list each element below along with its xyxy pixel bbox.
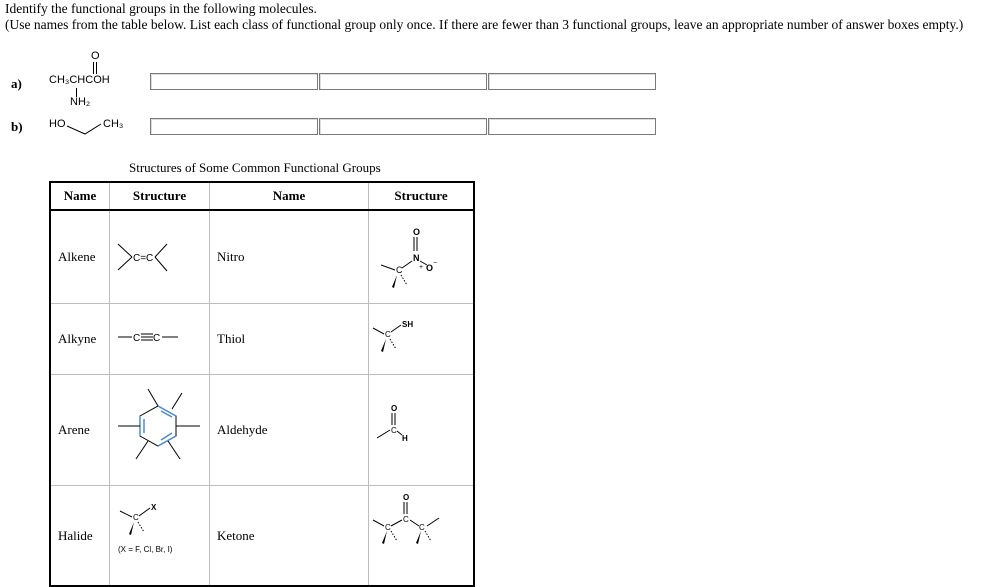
halide-c: C <box>133 513 139 522</box>
thiol-name: Thiol <box>210 304 369 375</box>
aldehyde-o: O <box>391 404 398 413</box>
nitro-plus: + <box>419 264 424 271</box>
halide-x: X <box>151 503 157 512</box>
question-b-label: b) <box>11 119 23 134</box>
arene-structure <box>110 375 210 486</box>
table-row <box>50 304 474 375</box>
table-row <box>50 486 474 587</box>
nitro-c: C <box>396 265 403 275</box>
thiol-sh: SH <box>402 320 414 329</box>
header-name-2: Name <box>210 182 369 210</box>
thiol-structure <box>369 304 475 375</box>
aldehyde-name: Aldehyde <box>210 375 369 486</box>
double-bond-mark <box>93 62 97 74</box>
molecule-a-amine: NH₂ <box>70 96 91 108</box>
ketone-c-right: C <box>419 523 425 532</box>
thiol-c: C <box>385 330 391 339</box>
molecule-b-bond <box>65 118 105 136</box>
answer-b-3[interactable] <box>488 118 656 135</box>
aldehyde-structure <box>369 375 475 486</box>
alkyne-c2: C <box>153 333 161 344</box>
ketone-c: C <box>403 515 409 524</box>
answer-b-2[interactable] <box>319 118 487 135</box>
table-row <box>50 375 474 486</box>
molecule-a-oxygen: O <box>91 50 100 62</box>
halide-name: Halide <box>50 486 110 587</box>
molecule-b-hydroxyl: HO <box>49 118 66 130</box>
molecule-a-main: CH₃CHCOH <box>49 74 110 86</box>
instruction-line-1: Identify the functional groups in the following molecules. <box>5 1 317 16</box>
nitro-o2: O <box>426 263 434 273</box>
halide-structure <box>110 486 210 587</box>
alkyne-c1: C <box>133 333 141 344</box>
alkene-structure <box>110 210 210 304</box>
nitro-structure <box>369 210 475 304</box>
question-a-label: a) <box>11 76 22 91</box>
answer-a-1[interactable] <box>150 73 318 90</box>
answer-a-2[interactable] <box>319 73 487 90</box>
ketone-name: Ketone <box>210 486 369 587</box>
answer-a-3[interactable] <box>488 73 656 90</box>
halide-note: (X = F, Cl, Br, I) <box>118 545 173 554</box>
arene-name: Arene <box>50 375 110 486</box>
ketone-c-left: C <box>385 523 391 532</box>
molecule-a <box>47 50 127 110</box>
aldehyde-h: H <box>402 434 408 443</box>
nitro-minus: − <box>433 260 438 267</box>
header-structure-1: Structure <box>110 182 210 210</box>
aldehyde-c: C <box>391 426 397 435</box>
table-caption: Structures of Some Common Functional Groups <box>129 160 381 175</box>
molecule-b <box>47 112 137 138</box>
alkyne-structure <box>110 304 210 375</box>
alkene-name: Alkene <box>50 210 110 304</box>
ketone-structure <box>369 486 475 587</box>
answer-b-1[interactable] <box>150 118 318 135</box>
nitro-name: Nitro <box>210 210 369 304</box>
alkene-label: C=C <box>133 253 154 264</box>
nitro-o1: O <box>413 227 421 237</box>
functional-groups-table <box>49 181 475 587</box>
alkyne-name: Alkyne <box>50 304 110 375</box>
ketone-o: O <box>403 493 410 502</box>
nitro-n: N <box>413 253 420 263</box>
molecule-b-methyl: CH₃ <box>103 118 124 130</box>
table-header-row <box>50 182 474 210</box>
instruction-line-2: (Use names from the table below. List each class of functional group only once. If there are fewer than 3 functional groups, leave an appropriate number of answer boxes empty.) <box>5 17 964 32</box>
header-name-1: Name <box>50 182 110 210</box>
table-row <box>50 210 474 304</box>
header-structure-2: Structure <box>369 182 475 210</box>
